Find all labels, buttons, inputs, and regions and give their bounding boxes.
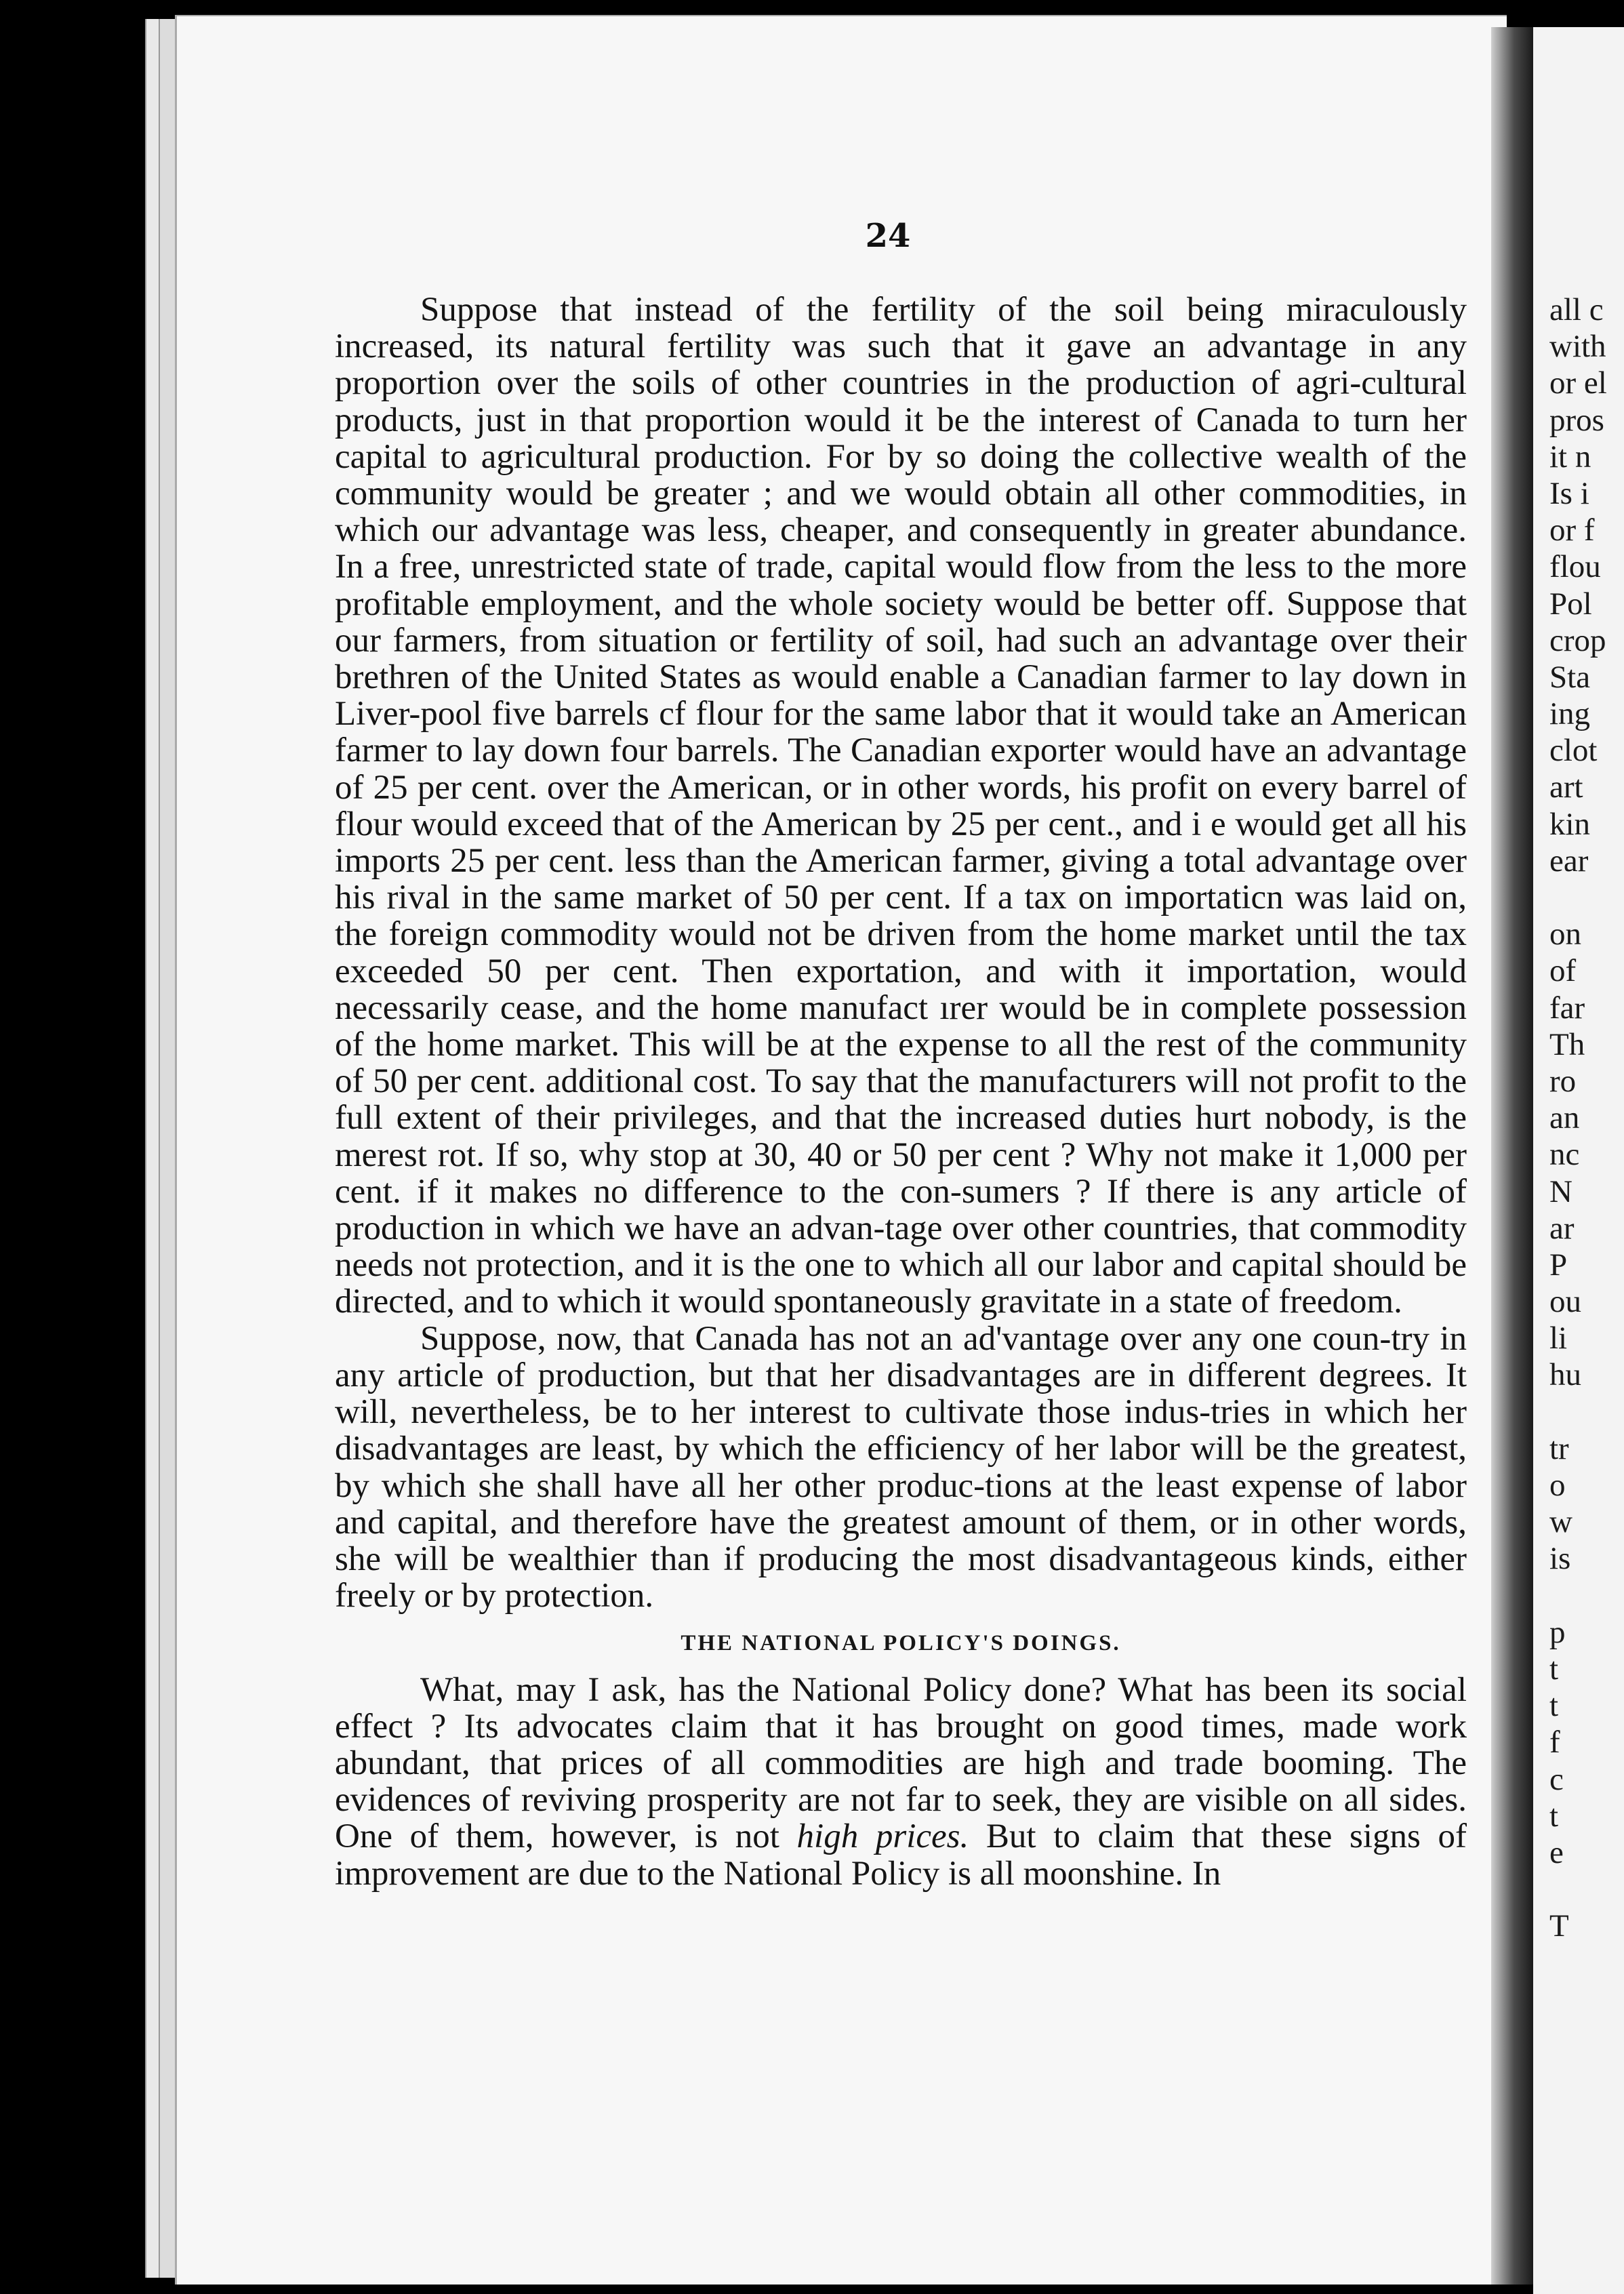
facing-page-fragment: t [1549,1651,1559,1687]
facing-page-text-fragments [1549,291,1624,1944]
paragraph-1-line: sumers ? If there is any article of production in which we have an advan- [335,1172,1467,1248]
paragraph-1-line: increased, its natural fertility was such that it gave an advantage in [335,327,1417,366]
paragraph-1-line: trade, capital would flow from the less to the more profitable employment, [335,548,1467,623]
paragraph-2-line: tions at the least expense of labor and capital, and therefore have the [335,1466,1467,1542]
paragraph-2-line: labor will be the greatest, by which she shall have all her other produc- [335,1430,1467,1505]
facing-page-fragment: or f [1549,512,1595,548]
facing-page-fragment: an [1549,1100,1580,1136]
paragraph-2 [335,1321,1467,1615]
facing-page-fragment: w [1549,1504,1572,1540]
paragraph-1-line: Suppose that instead of the fertility of the soil being miraculously [420,291,1467,329]
facing-page-fragment: crop [1549,622,1606,658]
facing-page-fragment: art [1549,769,1583,805]
paragraph-1-line: pool five barrels cf flour for the same labor that it would take an American [420,695,1467,733]
facing-page-fragment: nc [1549,1137,1580,1173]
facing-page-fragment: is [1549,1541,1571,1577]
paragraph-1-line: farmer, giving a total advantage over his rival in the same market of 50 [335,842,1467,917]
facing-page-fragment: f [1549,1725,1560,1760]
paragraph-1-line: the collective wealth of the community would be greater ; and we would [335,437,1467,513]
paragraph-1-line: Canada to turn her capital to agricultural production. For by so doing [335,401,1467,476]
facing-page-fragment: ro [1549,1063,1577,1099]
facing-page-fragment: ear [1549,843,1589,879]
facing-page-fragment: o [1549,1468,1566,1503]
italic-phrase: high prices. [796,1817,969,1856]
paragraph-3-line: What, may I ask, has the National Policy done? What has been its [420,1670,1387,1709]
facing-page-fragment: or el [1549,365,1607,401]
binding-gutter [1491,27,1533,2285]
facing-page-fragment: e [1549,1834,1564,1870]
paragraph-1-line: situation or fertility of soil, had such an advantage over their brethren of the [335,621,1467,697]
paragraph-1-line: on every barrel of flour would exceed that of the American by 25 per [335,768,1467,843]
facing-page-fragment: all c [1549,292,1604,327]
paragraph-1-line: and the whole society would be better off. Suppose that our farmers, from [335,584,1467,660]
facing-page-fragment: clot [1549,733,1598,769]
facing-page-fragment: far [1549,990,1585,1026]
paragraph-1-line: United States as would enable a Canadian farmer to lay down in Liver- [335,658,1467,733]
paragraph-1-line: 50 per cent. additional cost. To say that the manufacturers will not profit [373,1062,1389,1101]
paragraph-1-line: farmer to lay down four barrels. The Canadian exporter would have an [335,731,1327,770]
paragraph-1-line: to the full extent of their privileges, and that the increased duties hurt [335,1062,1467,1138]
facing-page-fragment [1549,1394,1624,1430]
facing-page-fragment: flou [1549,549,1601,585]
paragraph-1-line: cent. Then exportation, and with it importation, would necessarily cease, [335,952,1467,1027]
paragraph-3-line: work abundant, that prices of all commodities are high and trade booming. [335,1707,1467,1782]
paragraph-1-line: cultural products, just in that proportion would it be the interest of [335,364,1467,439]
paragraph-1-line: advantage of 25 per cent. over the American, or in other words, his profit [335,731,1467,807]
facing-page-fragment: Pol [1549,586,1592,622]
section-heading: THE NATIONAL POLICY'S DOINGS. [681,1631,1121,1656]
paragraph-2-line: greatest amount of them, or in other words, she will be wealthier than if [335,1503,1467,1578]
facing-page-fragment: of [1549,953,1577,989]
facing-page-fragment: P [1549,1247,1568,1283]
paragraph-1-line: and the home manufact ırer would be in complete possession of the home [335,988,1467,1064]
paragraph-1-line: obtain all other commodities, in which our advantage was less, cheaper, [335,475,1467,550]
paragraph-1-line: the one to which all our labor and capital should be directed, and to which [335,1246,1467,1321]
facing-page-fragment: it n [1549,439,1591,475]
paragraph-2-line: producing the most disadvantageous kinds, either freely or by protection. [335,1540,1467,1615]
facing-page-fragment [1549,1577,1624,1614]
paragraph-3-line: social effect ? Its advocates claim that it has brought on good times, made [335,1670,1467,1746]
paragraph-2-line: try in any article of production, but that her disadvantages are in different [335,1319,1467,1394]
paragraph-3 [335,1672,1467,1892]
facing-page-fragment: with [1549,329,1606,365]
facing-page-fragment: pros [1549,402,1604,438]
facing-page-fragment: hu [1549,1357,1581,1393]
facing-page-fragment: li [1549,1321,1568,1356]
paragraph-1-line: market. This will be at the expense to all the rest of the community of [335,1026,1467,1101]
page-number: 24 [865,217,911,255]
facing-page-fragment: on [1549,917,1581,952]
paragraph-3-line: The evidences of reviving prosperity are not far to seek, they are visible on all [335,1744,1467,1819]
paragraph-2-line: degrees. It will, nevertheless, be to her interest to cultivate those indus- [335,1356,1467,1432]
facing-page-fragment: Sta [1549,659,1591,695]
facing-page-fragment: kin [1549,806,1591,842]
paragraph-1-line: would not be driven from the home market until the tax exceeded 50 per [335,915,1467,990]
paragraph-3-before-italic: sides. One of them, however, is not [335,1781,1467,1856]
facing-page-fragment: N [1549,1173,1572,1209]
paragraph-2-line: tries in which her disadvantages are least, by which the efficiency of her [335,1393,1467,1468]
paragraph-3-after-italic: But to claim that these [969,1817,1333,1856]
paragraph-1-line: tage over other countries, that commodity needs not protection, and it is [335,1209,1467,1285]
facing-page-fragment: p [1549,1614,1566,1650]
paragraph-1 [335,291,1467,1321]
facing-page-fragment: tr [1549,1430,1569,1466]
paragraph-2-line: Suppose, now, that Canada has not an ad'vantage over any one coun- [420,1319,1392,1358]
facing-page-fragment [1549,1871,1624,1908]
facing-page-fragment [1549,879,1624,916]
paragraph-1-line: any proportion over the soils of other countries in the production of agri- [335,327,1467,403]
paragraph-1-line: it would spontaneously gravitate in a state of freedom. [650,1283,1402,1321]
paragraph-3-lines [335,1671,1467,1819]
facing-page-fragment: ou [1549,1284,1581,1320]
facing-page-fragment: Th [1549,1026,1585,1062]
facing-page-fragment: Is i [1549,475,1589,511]
facing-page-fragment: ar [1549,1210,1575,1246]
page-body [335,291,1467,1892]
facing-page-fragment: c [1549,1761,1564,1797]
paragraph-1-line: and consequently in greater abundance. In a free, unrestricted state of [335,511,1467,586]
paragraph-1-line: per cent. If a tax on importaticn was laid on, the foreign commodity [335,879,1467,954]
paragraph-1-line: cent., and i e would get all his imports 25 per cent. less than the American [335,805,1467,881]
paragraph-1-line: nobody, is the merest rot. If so, why stop at 30, 40 or 50 per cent ? [335,1099,1467,1174]
facing-page-fragment: T [1549,1908,1569,1944]
facing-page-fragment: t [1549,1798,1559,1834]
facing-page-fragment: t [1549,1688,1559,1724]
paragraph-1-line: Why not make it 1,000 per cent. if it makes no difference to the con- [335,1135,1467,1211]
paragraph-3-final-line: signs of improvement are due to the National Policy is all moonshine. In [335,1817,1467,1893]
facing-page-fragment: ing [1549,696,1591,732]
